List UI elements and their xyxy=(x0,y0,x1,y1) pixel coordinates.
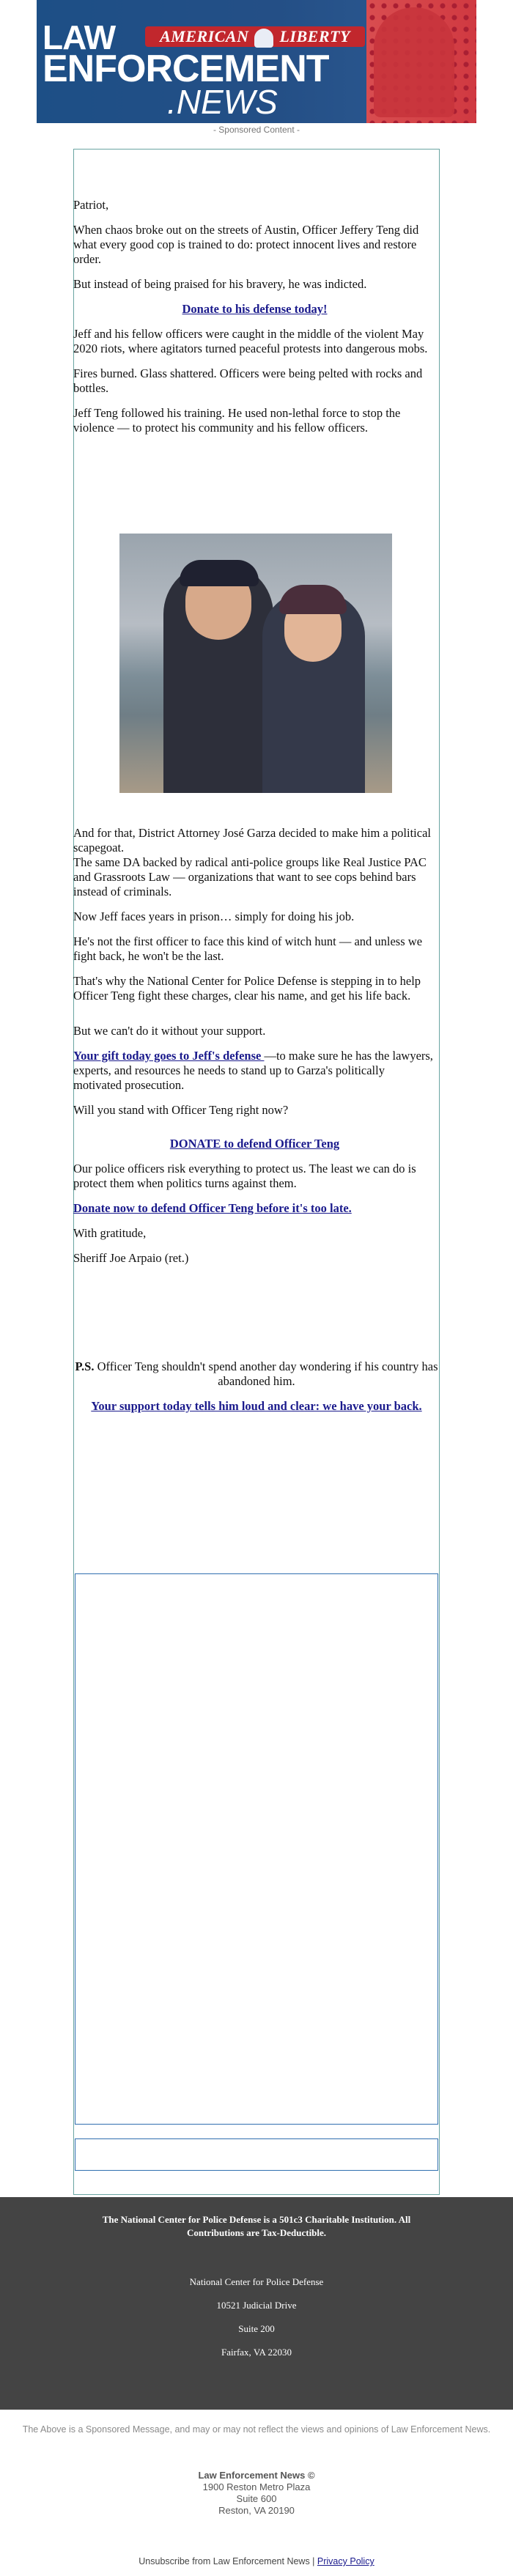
company-name: Law Enforcement News © xyxy=(198,2470,315,2481)
paragraph: Now Jeff faces years in prison… simply for doing his job. xyxy=(73,909,355,923)
photo-person-1-cap xyxy=(180,560,259,586)
org-address xyxy=(0,2270,513,2364)
sponsored-label: - Sponsored Content - xyxy=(213,125,300,135)
paragraph-text: And for that, District Attorney José Garza decided to make him a political scapegoat. xyxy=(73,826,431,855)
liberty-bell-icon xyxy=(254,29,273,48)
paragraph: He's not the first officer to face this kind of witch hunt — and unless we fight back, he won't be the last. xyxy=(73,934,423,963)
donate-link-3[interactable]: DONATE to defend Officer Teng xyxy=(169,1137,340,1151)
org-street: 10521 Judicial Drive xyxy=(216,2300,297,2311)
paragraph: Jeff and his fellow officers were caught in the middle of the violent May 2020 riots, where agitators turned peaceful protests into dangerous mobs. xyxy=(73,327,428,355)
paragraph xyxy=(73,826,436,899)
officer-silhouette-decoration xyxy=(374,7,454,117)
company-address xyxy=(0,2470,513,2517)
paragraph-text: The same DA backed by radical anti-police groups like Real Justice PAC and Grassroots Law — organizations that want to see cops behind bars instead of criminals. xyxy=(73,855,427,898)
logo-liberty-text: LIBERTY xyxy=(279,27,350,45)
privacy-policy-link[interactable]: Privacy Policy xyxy=(317,2556,374,2566)
greeting: Patriot, xyxy=(73,198,109,212)
ps-label: P.S. xyxy=(75,1359,95,1373)
paragraph: Fires burned. Glass shattered. Officers were being pelted with rocks and bottles. xyxy=(73,366,423,395)
empty-content-box-small xyxy=(75,2138,438,2171)
org-name: National Center for Police Defense xyxy=(189,2276,324,2287)
header-banner[interactable] xyxy=(37,0,476,123)
donate-link-ps[interactable]: Your support today tells him loud and clear: we have your back. xyxy=(91,1399,422,1413)
empty-content-box xyxy=(75,1573,438,2125)
paragraph: Will you stand with Officer Teng right now? xyxy=(73,1103,289,1117)
logo-law-text: LAW xyxy=(43,18,116,56)
closing: With gratitude, xyxy=(73,1226,147,1240)
logo-news-text: .NEWS xyxy=(167,83,278,121)
company-city: Reston, VA 20190 xyxy=(218,2505,295,2516)
paragraph: When chaos broke out on the streets of Austin, Officer Jeffery Teng did what every good cop is trained to do: protect innocent lives and restore order. xyxy=(73,223,419,266)
logo-american-liberty-pill xyxy=(145,26,365,47)
paragraph: Our police officers risk everything to protect us. The least we can do is protect them when politics turns against them. xyxy=(73,1162,416,1190)
unsubscribe-line xyxy=(0,2556,513,2566)
paragraph-text: —to make sure he has the lawyers, experts, and resources he needs to stand up to Garza's politically motivated prosecution. xyxy=(73,1049,433,1092)
paragraph xyxy=(73,1049,436,1093)
paragraph: But we can't do it without your support. xyxy=(73,1024,266,1038)
org-suite: Suite 200 xyxy=(238,2323,275,2334)
letter-body-continued xyxy=(73,826,436,1276)
logo-enforcement-text: ENFORCEMENT xyxy=(43,48,329,90)
postscript xyxy=(73,1359,440,1424)
footer-org-info xyxy=(0,2197,513,2410)
officer-teng-photo xyxy=(119,534,392,793)
paragraph: Jeff Teng followed his training. He used non-lethal force to stop the violence — to protect his community and his fellow officers. xyxy=(73,406,401,435)
company-suite: Suite 600 xyxy=(236,2493,277,2504)
donate-link-4[interactable]: Donate now to defend Officer Teng before it's too late. xyxy=(73,1201,352,1215)
unsubscribe-text[interactable]: Unsubscribe from Law Enforcement News | xyxy=(139,2556,317,2566)
ps-paragraph xyxy=(73,1359,440,1389)
ps-text: Officer Teng shouldn't spend another day wondering if his country has abandoned him. xyxy=(94,1359,438,1388)
photo-person-2-beanie xyxy=(279,585,347,614)
org-city: Fairfax, VA 22030 xyxy=(221,2347,292,2358)
paragraph: That's why the National Center for Police Defense is stepping in to help Officer Teng fight these charges, clear his name, and get his life back. xyxy=(73,974,421,1003)
letter-body xyxy=(73,198,436,446)
donate-link-2[interactable]: Your gift today goes to Jeff's defense xyxy=(73,1049,265,1063)
sponsored-disclaimer: The Above is a Sponsored Message, and may or may not reflect the views and opinions of Law Enforcement News. xyxy=(22,2424,491,2435)
company-street: 1900 Reston Metro Plaza xyxy=(202,2481,311,2492)
paragraph: But instead of being praised for his bravery, he was indicted. xyxy=(73,277,367,291)
tax-deductible-notice: The National Center for Police Defense is a 501c3 Charitable Institution. All Contributions are Tax-Deductible. xyxy=(102,2214,411,2238)
logo-american-text: AMERICAN xyxy=(160,27,249,45)
signature: Sheriff Joe Arpaio (ret.) xyxy=(73,1251,189,1265)
donate-link-1[interactable]: Donate to his defense today! xyxy=(182,302,328,316)
